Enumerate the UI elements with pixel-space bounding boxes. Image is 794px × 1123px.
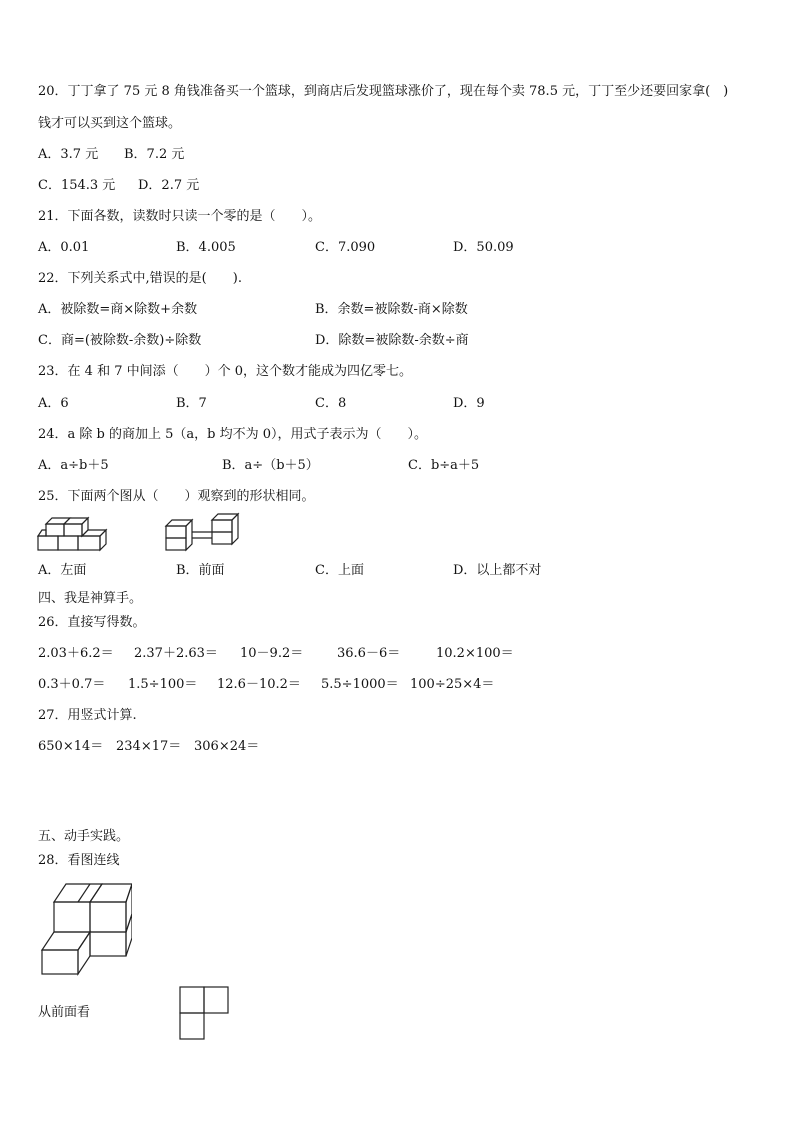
q25-option-c: C．上面 [315,563,364,578]
q26-r1-c3: 10－9.2＝ [240,646,304,661]
q20-line2: 钱才可以买到这个篮球。 [38,116,182,131]
q25-option-a: A．左面 [38,563,87,578]
q27-c3: 306×24＝ [194,739,260,754]
cube-figure-left [36,512,108,554]
q27-c2: 234×17＝ [116,739,182,754]
q21-option-a: A．0.01 [38,240,90,255]
q23-option-d: D．9 [453,396,485,411]
q26-r2-c2: 1.5÷100＝ [128,677,198,692]
q27-c1: 650×14＝ [38,739,104,754]
q21-text: 21．下面各数，读数时只读一个零的是（ ）。 [38,209,322,224]
q21-option-c: C．7.090 [315,240,376,255]
q24-text: 24．a 除 b 的商加上 5（a，b 均不为 0），用式子表示为（ ）。 [38,427,428,442]
q24-option-b: B．a÷（b＋5） [222,458,319,473]
q20-option-d: D．2.7 元 [138,178,200,193]
q22-option-d: D．除数=被除数-余数÷商 [315,333,469,348]
q28-front-view-label: 从前面看 [38,1005,91,1020]
q26-r1-c1: 2.03＋6.2＝ [38,646,114,661]
q22-option-b: B．余数=被除数-商×除数 [315,302,468,317]
q27-text: 27．用竖式计算. [38,708,137,723]
q21-option-b: B．4.005 [176,240,236,255]
q26-text: 26．直接写得数。 [38,615,146,630]
section-5-heading: 五、动手实践。 [38,829,130,844]
front-view-shape [178,985,230,1041]
q21-option-d: D．50.09 [453,240,514,255]
q25-option-d: D．以上都不对 [453,563,542,578]
q23-option-b: B．7 [176,396,207,411]
q20-line1: 20．丁丁拿了 75 元 8 角钱准备买一个篮球，到商店后发现篮球涨价了，现在每个卖 78.5 元，丁丁至少还要回家拿( ) [38,84,729,99]
q23-text: 23．在 4 和 7 中间添（ ）个 0，这个数才能成为四亿零七。 [38,364,413,379]
q26-r2-c4: 5.5÷1000＝ [321,677,399,692]
q26-r2-c3: 12.6－10.2＝ [217,677,301,692]
q20-option-a: A．3.7 元 [38,147,99,162]
q20-option-b: B．7.2 元 [124,147,185,162]
q26-r1-c4: 36.6－6＝ [337,646,401,661]
q25-text: 25．下面两个图从（ ）观察到的形状相同。 [38,489,315,504]
section-4-heading: 四、我是神算手。 [38,591,143,606]
q28-cube-figure [40,880,132,976]
q26-r1-c5: 10.2×100＝ [436,646,514,661]
q25-option-b: B．前面 [176,563,225,578]
cube-figure-right [162,512,242,554]
q23-option-c: C．8 [315,396,347,411]
q22-text: 22．下列关系式中,错误的是( ). [38,271,242,286]
q26-r2-c5: 100÷25×4＝ [410,677,495,692]
q28-text: 28．看图连线 [38,853,120,868]
q22-option-a: A．被除数=商×除数+余数 [38,302,198,317]
q20-option-c: C．154.3 元 [38,178,116,193]
q24-option-a: A．a÷b＋5 [38,458,109,473]
q26-r1-c2: 2.37＋2.63＝ [134,646,218,661]
q22-option-c: C．商=(被除数-余数)÷除数 [38,333,202,348]
q23-option-a: A．6 [38,396,69,411]
q26-r2-c1: 0.3＋0.7＝ [38,677,106,692]
q24-option-c: C．b÷a＋5 [408,458,480,473]
